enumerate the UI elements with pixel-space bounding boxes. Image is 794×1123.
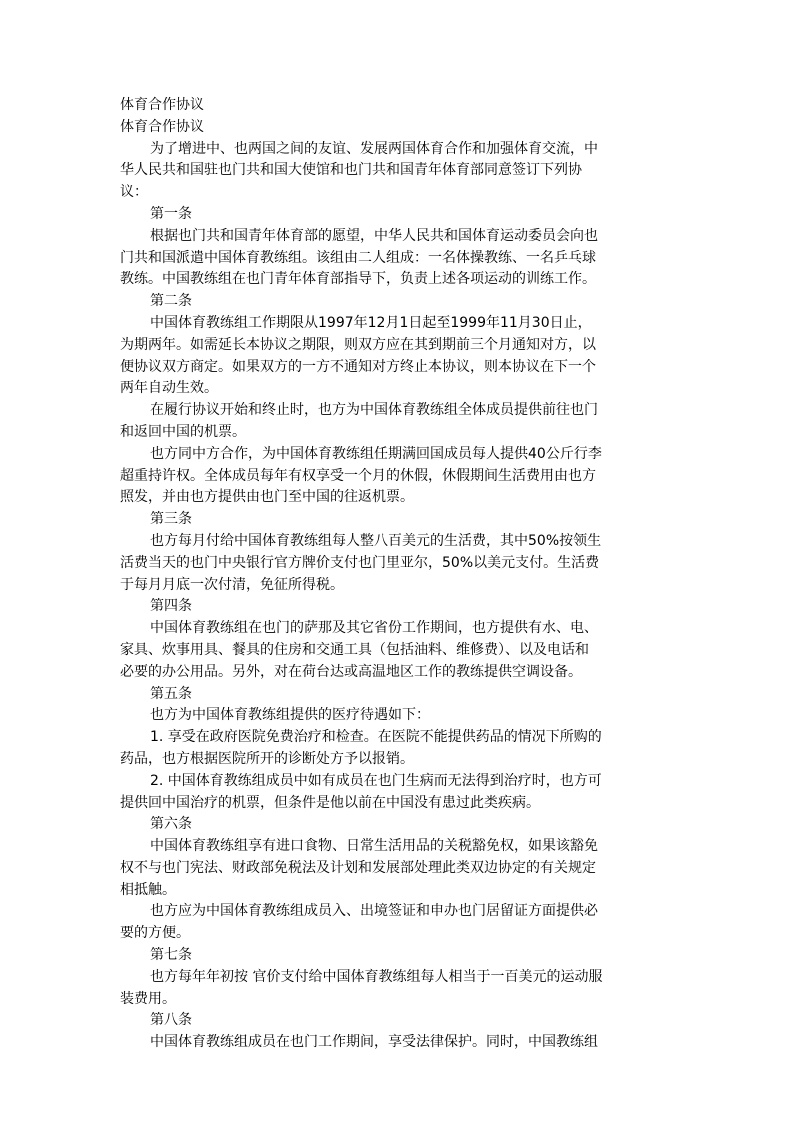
paragraph-line: 也方每年年初按 官价支付给中国体育教练组每人相当于一百美元的运动服 bbox=[150, 968, 603, 985]
paragraph-line: 也方同中方合作，为中国体育教练组任期满回国成员每人提供40公斤行李 bbox=[150, 445, 602, 462]
paragraph-line: 为期两年。如需延长本协议之期限，则双方应在其到期前三个月通知对方，以 bbox=[120, 336, 596, 353]
paragraph-line: 中国体育教练组在也门的萨那及其它省份工作期间，也方提供有水、电、 bbox=[150, 620, 598, 637]
paragraph-line: 超重持许权。全体成员每年有权享受一个月的休假，休假期间生活费用由也方 bbox=[120, 467, 596, 484]
paragraph-line: 药品，也方根据医院所开的诊断处方予以报销。 bbox=[120, 750, 414, 767]
article-heading: 第七条 bbox=[150, 947, 192, 964]
article-heading: 第三条 bbox=[150, 511, 192, 528]
document-body bbox=[120, 139, 672, 1054]
article-heading: 第六条 bbox=[150, 816, 192, 833]
paragraph-line: 1. 享受在政府医院免费治疗和检查。在医院不能提供药品的情况下所购的 bbox=[150, 729, 602, 746]
paragraph-line: 门共和国派遣中国体育教练组。该组由二人组成：一名体操教练、一名乒乓球 bbox=[120, 249, 596, 266]
article-heading: 第八条 bbox=[150, 1012, 192, 1029]
paragraph-line: 中国体育教练组享有进口食物、日常生活用品的关税豁免权，如果该豁免 bbox=[150, 838, 598, 855]
document-title: 体育合作协议 bbox=[120, 118, 204, 135]
paragraph-line: 也方为中国体育教练组提供的医疗待遇如下： bbox=[150, 707, 430, 724]
paragraph-line: 家具、炊事用具、餐具的住房和交通工具（包括油料、维修费）、以及电话和 bbox=[120, 641, 589, 658]
document-header-title: 体育合作协议 bbox=[120, 97, 204, 113]
paragraph-line: 要的方便。 bbox=[120, 925, 190, 942]
paragraph-line: 中国体育教练组成员在也门工作期间，享受法律保护。同时，中国教练组 bbox=[150, 1034, 598, 1051]
paragraph-line: 华人民共和国驻也门共和国大使馆和也门共和国青年体育部同意签订下列协 bbox=[120, 162, 582, 179]
paragraph-line: 于每月月底一次付清，免征所得税。 bbox=[120, 576, 344, 593]
paragraph-line: 权不与也门宪法、财政部免税法及计划和发展部处理此类双边协定的有关规定 bbox=[120, 859, 596, 876]
paragraph-line: 在履行协议开始和终止时，也方为中国体育教练组全体成员提供前往也门 bbox=[150, 402, 598, 419]
paragraph-line: 照发，并由也方提供由也门至中国的往返机票。 bbox=[120, 489, 414, 506]
paragraph-line: 为了增进中、也两国之间的友谊、发展两国体育合作和加强体育交流，中 bbox=[150, 140, 598, 157]
paragraph-line: 活费当天的也门中央银行官方牌价支付也门里亚尔，50%以美元支付。生活费 bbox=[120, 554, 600, 571]
paragraph-line: 也方应为中国体育教练组成员入、出境签证和申办也门居留证方面提供必 bbox=[150, 903, 598, 920]
paragraph-line: 便协议双方商定。如果双方的一方不通知对方终止本协议，则本协议在下一个 bbox=[120, 358, 596, 375]
paragraph-line: 议： bbox=[120, 184, 148, 201]
article-heading: 第一条 bbox=[150, 205, 192, 222]
paragraph-line: 也方每月付给中国体育教练组每人整八百美元的生活费，其中50%按领生 bbox=[150, 532, 602, 549]
article-heading: 第五条 bbox=[150, 685, 192, 702]
paragraph-line: 和返回中国的机票。 bbox=[120, 423, 246, 440]
paragraph-line: 教练。中国教练组在也门青年体育部指导下，负责上述各项运动的训练工作。 bbox=[120, 271, 596, 288]
paragraph-line: 提供回中国治疗的机票，但条件是他以前在中国没有患过此类疾病。 bbox=[120, 794, 540, 811]
article-heading: 第四条 bbox=[150, 598, 192, 615]
paragraph-line: 装费用。 bbox=[120, 990, 176, 1007]
paragraph-line: 必要的办公用品。另外，对在荷台达或高温地区工作的教练提供空调设备。 bbox=[120, 663, 582, 680]
paragraph-line: 相抵触。 bbox=[120, 881, 176, 898]
paragraph-line: 两年自动生效。 bbox=[120, 380, 218, 397]
document-page bbox=[120, 95, 672, 1054]
paragraph-line: 2. 中国体育教练组成员中如有成员在也门生病而无法得到治疗时，也方可 bbox=[150, 772, 602, 789]
paragraph-line: 中国体育教练组工作期限从1997年12月1日起至1999年11月30日止， bbox=[150, 314, 592, 331]
article-heading: 第二条 bbox=[150, 293, 192, 310]
paragraph-line: 根据也门共和国青年体育部的愿望，中华人民共和国体育运动委员会向也 bbox=[150, 227, 598, 244]
